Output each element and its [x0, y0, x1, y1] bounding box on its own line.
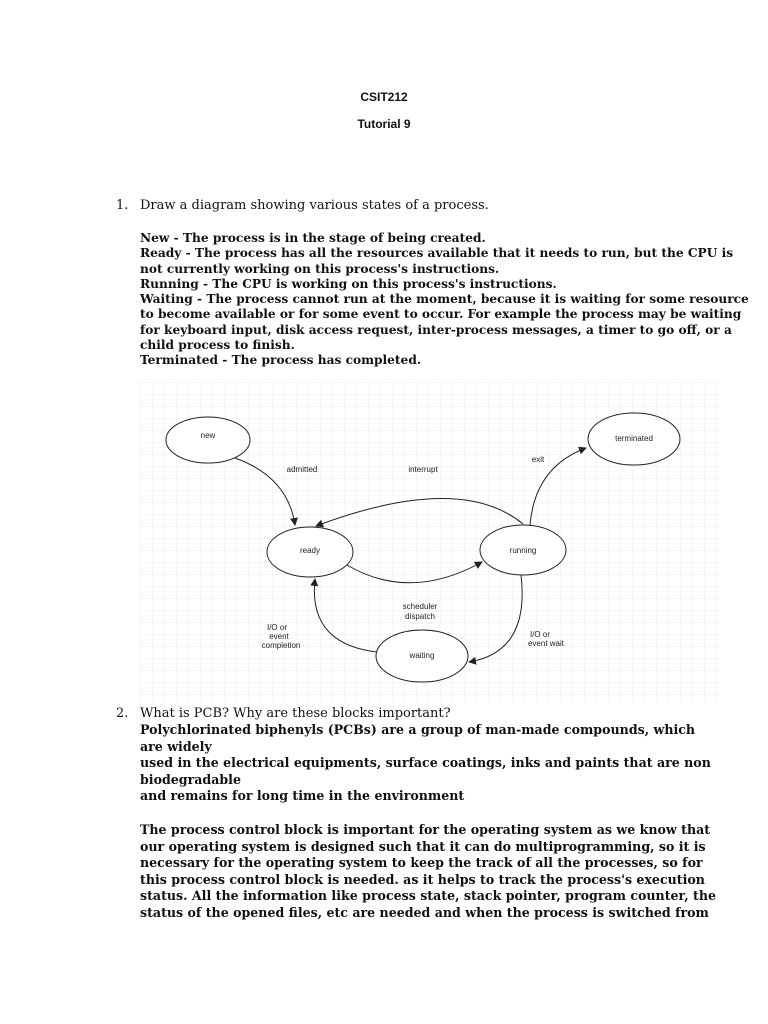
state-waiting-label: waiting: [409, 651, 435, 660]
answer-line: The process control block is important for the operating system as we know that: [140, 822, 711, 837]
process-state-diagram: [140, 382, 720, 704]
transition-io-wait-label: I/O or: [529, 630, 551, 639]
question-1-answer: [140, 231, 749, 369]
answer-line: Polychlorinated biphenyls (PCBs) are a group of man-made compounds, which: [140, 722, 696, 737]
answer-line: not currently working on this process's instructions.: [140, 261, 500, 276]
answer-line: used in the electrical equipments, surface coatings, inks and paints that are non: [140, 755, 711, 771]
state-running-label: running: [509, 546, 537, 555]
answer-line: and remains for long time in the environment: [140, 788, 465, 804]
transition-io-completion-label: completion: [261, 641, 301, 650]
answer-line: for keyboard input, disk access request, inter-process messages, a timer to go off, or a: [140, 322, 732, 337]
transition-admitted-label: admitted: [286, 465, 318, 474]
tutorial-title: Tutorial 9: [357, 117, 411, 131]
answer-line: status of the opened files, etc are needed and when the process is switched from: [140, 904, 709, 920]
transition-io-wait-label: event wait: [527, 639, 565, 648]
answer-line: child process to finish.: [140, 338, 295, 353]
state-new-node: [166, 417, 250, 463]
transition-interrupt-label: interrupt: [408, 465, 438, 474]
answer-line: are widely: [140, 738, 212, 754]
question-1-number: 1.: [116, 198, 129, 213]
question-2-number: 2.: [116, 706, 129, 721]
answer-line: necessary for the operating system to keep the track of all the processes, so for: [140, 855, 703, 871]
transition-dispatch-label: dispatch: [405, 612, 435, 621]
transition-io-completion-label: I/O or: [266, 623, 288, 632]
answer-line: Waiting - The process cannot run at the moment, because it is waiting for some resource: [140, 292, 749, 307]
transition-exit-label: exit: [531, 455, 545, 464]
state-new-label: new: [200, 431, 216, 440]
question-2-text: What is PCB? Why are these blocks important?: [140, 706, 451, 721]
state-ready-label: ready: [299, 546, 321, 555]
question-1-text: Draw a diagram showing various states of a process.: [140, 198, 489, 213]
answer-line: Terminated - The process has completed.: [140, 353, 422, 368]
answer-line: New - The process is in the stage of being created.: [140, 231, 486, 245]
question-2-answer-pcb-chemical: [140, 722, 711, 805]
answer-line: Ready - The process has all the resources available that it needs to run, but the CPU is: [140, 246, 734, 261]
answer-line: our operating system is designed such that it can do multiprogramming, so it is: [140, 838, 706, 854]
answer-line: to become available or for some event to occur. For example the process may be waiting: [140, 307, 742, 322]
answer-line: status. All the information like process state, stack pointer, program counter, the: [140, 888, 717, 904]
transition-io-completion-label: event: [269, 632, 289, 641]
question-2-answer-process-control-block: [140, 822, 717, 922]
answer-line: biodegradable: [140, 771, 241, 787]
answer-line: Running - The CPU is working on this process's instructions.: [140, 276, 557, 291]
course-code: CSIT212: [360, 90, 408, 104]
answer-line: this process control block is needed. as it helps to track the process's execution: [140, 871, 705, 887]
transition-scheduler-label: scheduler: [402, 602, 438, 611]
state-terminated-label: terminated: [615, 434, 653, 443]
